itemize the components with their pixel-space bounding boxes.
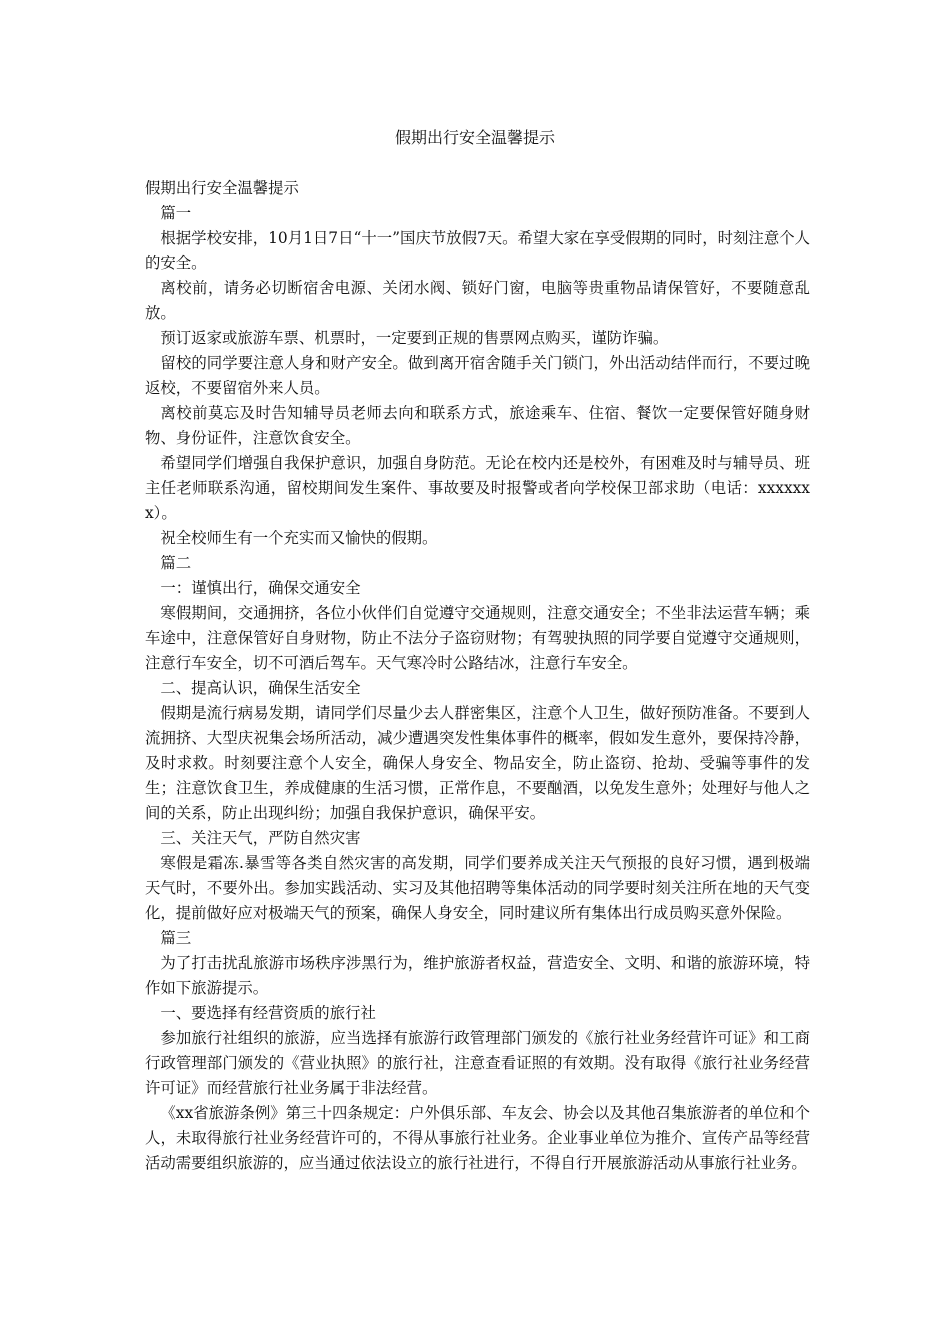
paragraph: 篇三 xyxy=(160,929,192,947)
paragraph: 离校前莫忘及时告知辅导员老师去向和联系方式，旅途乘车、住宿、餐饮一定要保管好随身财物、身份证件，注意饮食安全。 xyxy=(145,404,810,447)
paragraph: 一：谨慎出行，确保交通安全 xyxy=(160,579,361,597)
page-title: 假期出行安全温馨提示 xyxy=(394,128,555,147)
paragraph: 祝全校师生有一个充实而又愉快的假期。 xyxy=(160,529,438,547)
paragraph: 预订返家或旅游车票、机票时，一定要到正规的售票网点购买，谨防诈骗。 xyxy=(160,329,669,347)
paragraph: 三、关注天气，严防自然灾害 xyxy=(160,829,361,847)
paragraph: 假期是流行病易发期，请同学们尽量少去人群密集区，注意个人卫生，做好预防准备。不要到人流拥挤、大型庆祝集会场所活动，减少遭遇突发性集体事件的概率，假如发生意外，要保持冷静，及时求救。时刻要注意个人安全，确保人身安全、物品安全，防止盗窃、抢劫、受骗等事件的发生；注意饮食卫生，养成健康的生活习惯，正常作息，不要酗酒，以免发生意外；处理好与他人之间的关系，防止出现纠纷；加强自我保护意识，确保平安。 xyxy=(145,704,810,822)
paragraph: 篇二 xyxy=(160,554,192,572)
paragraph: 留校的同学要注意人身和财产安全。做到离开宿舍随手关门锁门，外出活动结伴而行，不要过晚返校，不要留宿外来人员。 xyxy=(145,354,810,397)
paragraph: 参加旅行社组织的旅游，应当选择有旅游行政管理部门颁发的《旅行社业务经营许可证》和工商行政管理部门颁发的《营业执照》的旅行社，注意查看证照的有效期。没有取得《旅行社业务经营许可证》而经营旅行社业务属于非法经营。 xyxy=(145,1029,810,1097)
paragraph: 篇一 xyxy=(160,204,192,222)
paragraph: 一、要选择有经营资质的旅行社 xyxy=(160,1004,376,1022)
paragraph: 假期出行安全温馨提示 xyxy=(145,179,299,197)
paragraph: 离校前，请务必切断宿舍电源、关闭水阀、锁好门窗，电脑等贵重物品请保管好，不要随意乱放。 xyxy=(145,279,810,322)
paragraph: 二、提高认识，确保生活安全 xyxy=(160,679,361,697)
document-body xyxy=(145,176,810,1176)
paragraph: 根据学校安排，10月1日7日“十一”国庆节放假7天。希望大家在享受假期的同时，时刻注意个人的安全。 xyxy=(145,229,810,272)
paragraph: 为了打击扰乱旅游市场秩序涉黑行为，维护旅游者权益，营造安全、文明、和谐的旅游环境，特作如下旅游提示。 xyxy=(145,954,810,997)
paragraph: 《xx省旅游条例》第三十四条规定：户外俱乐部、车友会、协会以及其他召集旅游者的单位和个人，未取得旅行社业务经营许可的，不得从事旅行社业务。企业事业单位为推介、宣传产品等经营活动需要组织旅游的，应当通过依法设立的旅行社进行，不得自行开展旅游活动从事旅行社业务。 xyxy=(145,1104,810,1172)
paragraph: 寒假是霜冻.暴雪等各类自然灾害的高发期，同学们要养成关注天气预报的良好习惯，遇到极端天气时，不要外出。参加实践活动、实习及其他招聘等集体活动的同学要时刻关注所在地的天气变化，提前做好应对极端天气的预案，确保人身安全，同时建议所有集体出行成员购买意外保险。 xyxy=(145,854,810,922)
paragraph: 希望同学们增强自我保护意识，加强自身防范。无论在校内还是校外，有困难及时与辅导员、班主任老师联系沟通，留校期间发生案件、事故要及时报警或者向学校保卫部求助（电话：xxxxxxx）。 xyxy=(145,454,810,522)
paragraph: 寒假期间，交通拥挤，各位小伙伴们自觉遵守交通规则，注意交通安全；不坐非法运营车辆；乘车途中，注意保管好自身财物，防止不法分子盗窃财物；有驾驶执照的同学要自觉遵守交通规则，注意行车安全，切不可酒后驾车。天气寒冷时公路结冰，注意行车安全。 xyxy=(145,604,810,672)
